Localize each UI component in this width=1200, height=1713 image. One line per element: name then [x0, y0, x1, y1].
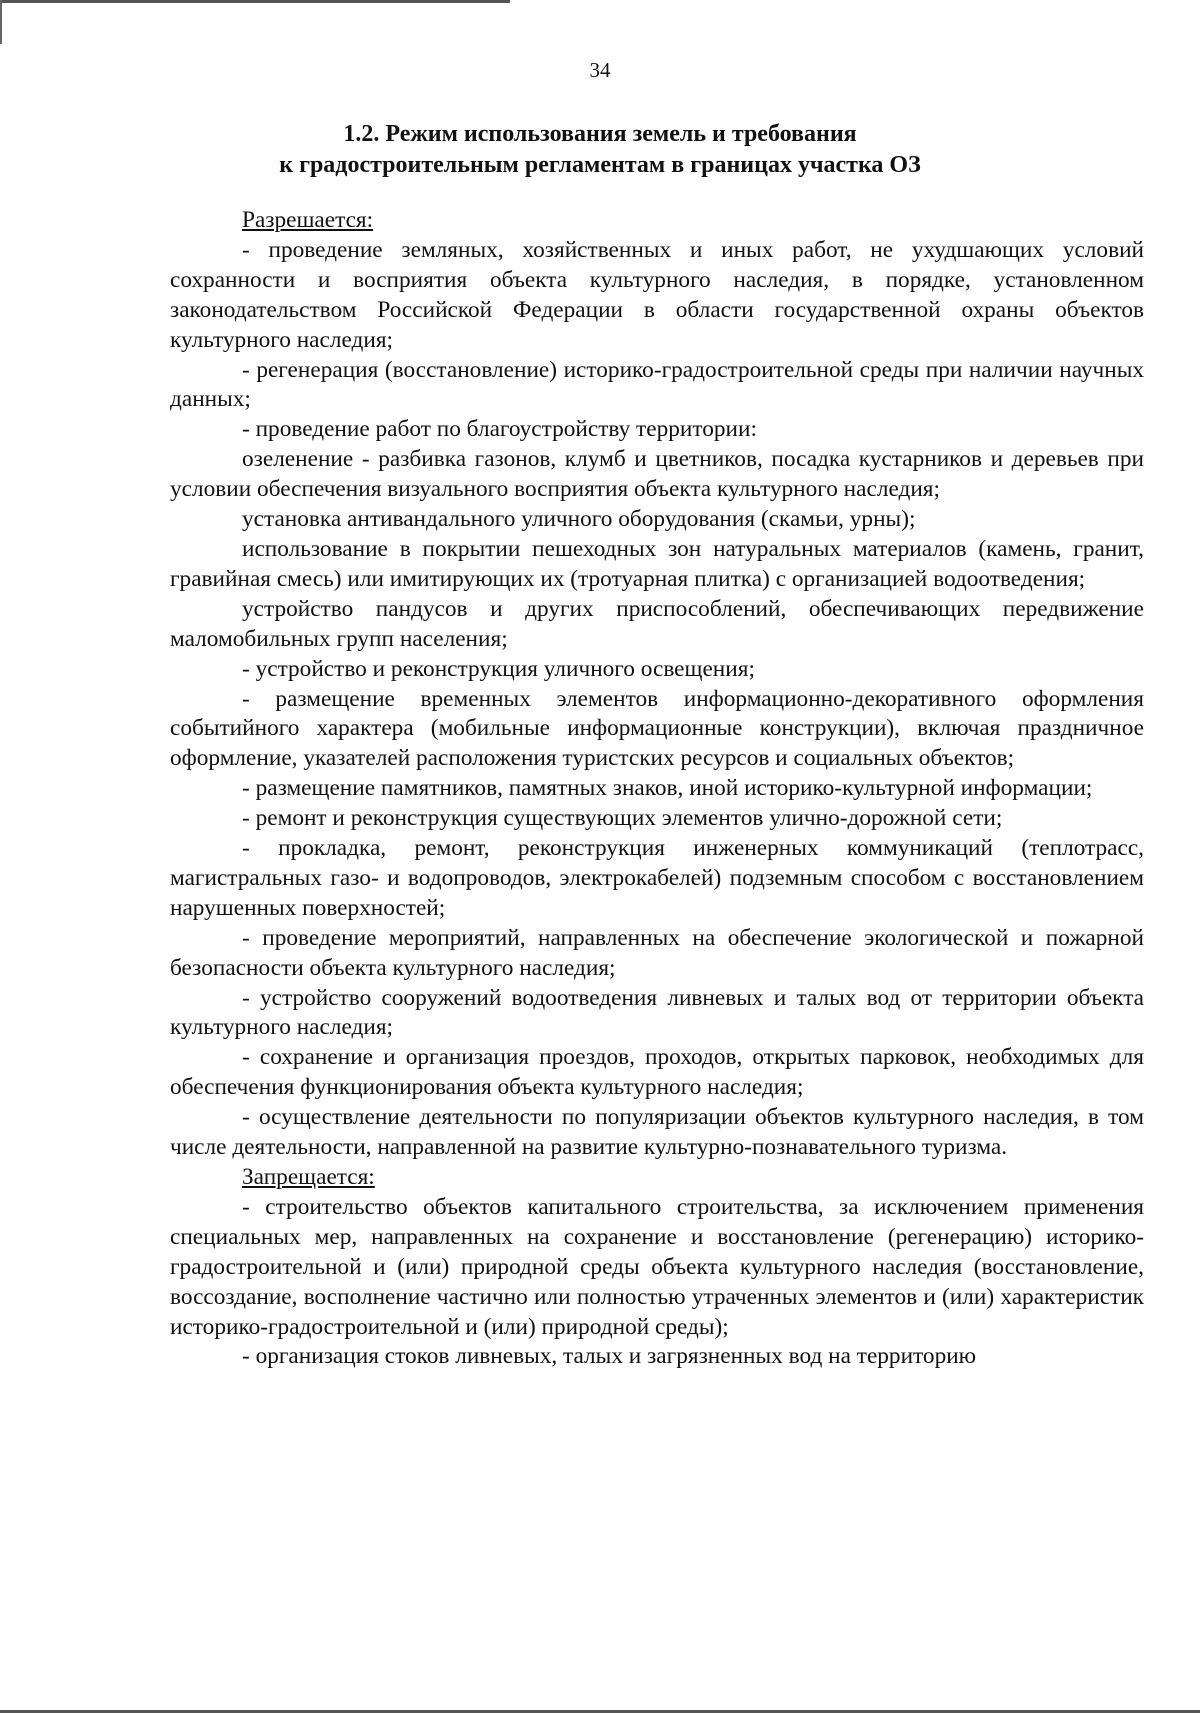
paragraph: - прокладка, ремонт, реконструкция инженерных коммуникаций (теплотрасс, магистральных газо- и водопроводов, электрокабелей) подземным способом с восстановлением нарушенных поверхностей;: [170, 835, 1144, 921]
paragraph: установка антивандального уличного оборудования (скамьи, урны);: [242, 506, 916, 533]
paragraph: - ремонт и реконструкция существующих элементов улично-дорожной сети;: [242, 805, 1003, 832]
paragraph: - организация стоков ливневых, талых и загрязненных вод на территорию: [242, 1343, 977, 1370]
paragraph: - строительство объектов капитального строительства, за исключением применения специальных мер, направленных на сохранение и восстановление (регенерацию) историко-градостроительной и (или) природной среды объекта культурного наследия (восстановление, воссоздание, восполнение частично или полностью утраченных элементов и (или) характеристик историко-градостроительной и (или) природной среды);: [170, 1193, 1144, 1340]
paragraph: - устройство сооружений водоотведения ливневых и талых вод от территории объекта культурного наследия;: [170, 984, 1144, 1041]
paragraph: - проведение мероприятий, направленных на обеспечение экологической и пожарной безопасности объекта культурного наследия;: [170, 924, 1144, 981]
paragraph: - устройство и реконструкция уличного освещения;: [242, 655, 755, 682]
scan-edge-left: [0, 0, 2, 44]
paragraph: озеленение - разбивка газонов, клумб и цветников, посадка кустарников и деревьев при условии обеспечения визуального восприятия объекта культурного наследия;: [170, 446, 1144, 503]
paragraph: - регенерация (восстановление) историко-градостроительной среды при наличии научных данных;: [170, 356, 1144, 413]
page-number: 34: [589, 58, 611, 82]
document-body: [170, 206, 1144, 1372]
section-title: [120, 119, 1080, 181]
paragraph: - осуществление деятельности по популяризации объектов культурного наследия, в том числе деятельности, направленной на развитие культурно-познавательного туризма.: [170, 1104, 1144, 1161]
paragraph: - размещение памятников, памятных знаков, иной историко-культурной информации;: [242, 775, 1093, 802]
paragraph: использование в покрытии пешеходных зон натуральных материалов (камень, гранит, гравийная смесь) или имитирующих их (тротуарная плитка) с организацией водоотведения;: [170, 535, 1144, 592]
paragraph: - проведение работ по благоустройству территории:: [242, 416, 757, 443]
paragraph: - сохранение и организация проездов, проходов, открытых парковок, необходимых для обеспечения функционирования объекта культурного наследия;: [170, 1044, 1144, 1101]
section-title-line-1: 1.2. Режим использования земель и требования: [343, 121, 857, 147]
section-heading: Запрещается:: [242, 1164, 375, 1190]
scan-edge-top: [0, 0, 510, 3]
paragraph: - размещение временных элементов информационно-декоративного оформления событийного характера (мобильные информационные конструкции), включая праздничное оформление, указателей расположения туристских ресурсов и социальных объектов;: [170, 685, 1144, 772]
paragraph: - проведение земляных, хозяйственных и иных работ, не ухудшающих условий сохранности и восприятия объекта культурного наследия, в порядке, установленном законодательством Российской Федерации в области государственной охраны объектов культурного наследия;: [170, 236, 1144, 353]
section-title-line-2: к градостроительным регламентам в границах участка ОЗ: [279, 152, 921, 178]
section-heading: Разрешается:: [242, 207, 374, 233]
paragraph: устройство пандусов и других приспособлений, обеспечивающих передвижение маломобильных групп населения;: [170, 595, 1144, 652]
